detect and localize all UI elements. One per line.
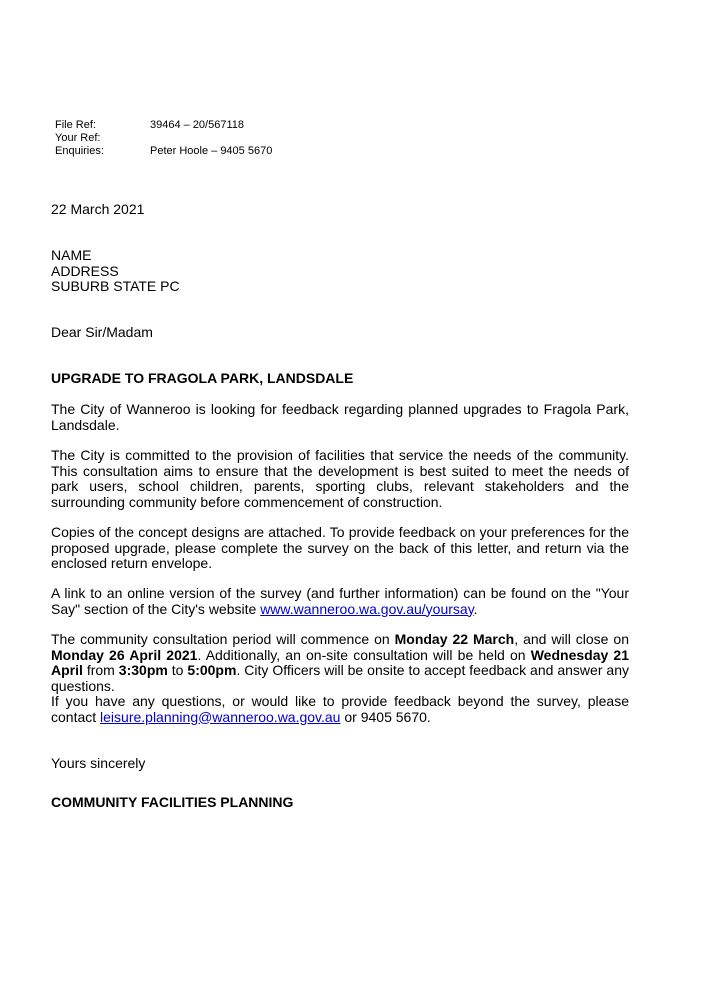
online-survey-text: A link to an online version of the survey (and further information) can be found on the "Your Say" section of the City's website: [51, 585, 629, 617]
file-ref-value: 39464 – 20/567118: [150, 119, 244, 131]
letter-date: 22 March 2021: [51, 201, 145, 217]
onsite-end-time: 5:00pm: [187, 662, 237, 678]
start-date: Monday 22 March: [394, 631, 515, 647]
consultation-text-4: from: [82, 662, 119, 678]
letter-heading: UPGRADE TO FRAGOLA PARK, LANDSDALE: [51, 370, 354, 386]
onsite-start-time: 3:30pm: [118, 662, 168, 678]
enquiries-label: Enquiries:: [55, 145, 104, 157]
consultation-text-1: The community consultation period will commence on: [51, 631, 395, 647]
contact-end: or 9405 5670.: [340, 708, 431, 725]
enquiries-value: Peter Hoole – 9405 5670: [150, 145, 273, 157]
paragraph-intro: The City of Wanneroo is looking for feedback regarding planned upgrades to Fragola Park, Landsdale.: [51, 401, 629, 433]
recipient-address: [51, 248, 629, 295]
address-line-suburb: SUBURB STATE PC: [51, 278, 180, 294]
your-ref-label: Your Ref:: [55, 132, 101, 144]
your-say-link[interactable]: www.wanneroo.wa.gov.au/yoursay: [260, 600, 474, 617]
address-line-name: NAME: [51, 247, 92, 263]
paragraph-consultation-period: [51, 632, 629, 694]
consultation-text-2: , and will close on: [514, 631, 629, 647]
onsite-date: Wednesday 21 April: [51, 646, 629, 678]
consultation-text-3: . Additionally, an on-site consultation will be held on: [197, 646, 531, 663]
file-ref-label: File Ref:: [55, 119, 96, 131]
address-line-address: ADDRESS: [51, 262, 119, 279]
your-ref-row: [55, 132, 272, 145]
leisure-planning-email-link[interactable]: leisure.planning@wanneroo.wa.gov.au: [100, 708, 341, 725]
consultation-text-6: . City Officers will be onsite to accept feedback and answer any questions.: [51, 662, 629, 694]
enquiries-row: [55, 145, 272, 158]
closing: Yours sincerely: [51, 755, 146, 771]
consultation-text-5: to: [167, 662, 188, 678]
paragraph-concept-designs: Copies of the concept designs are attached. To provide feedback on your preferences for the proposed upgrade, please complete the survey on the back of this letter, and return via the enclosed return envelope.: [51, 524, 629, 571]
reference-block: [55, 119, 272, 158]
paragraph-contact: [51, 694, 629, 725]
file-ref-row: [55, 119, 272, 132]
close-date: Monday 26 April 2021: [51, 646, 198, 663]
contact-text: If you have any questions, or would like to provide feedback beyond the survey, please contact: [51, 693, 629, 725]
signature: COMMUNITY FACILITIES PLANNING: [51, 794, 294, 810]
online-survey-end: .: [473, 600, 478, 617]
paragraph-online-survey: [51, 586, 629, 617]
paragraph-commitment: The City is committed to the provision of facilities that service the needs of the community. This consultation aims to ensure that the development is best suited to meet the needs of park users, school children, parents, sporting clubs, relevant stakeholders and the surrounding community before commencement of construction.: [51, 447, 629, 510]
salutation: Dear Sir/Madam: [51, 324, 153, 340]
